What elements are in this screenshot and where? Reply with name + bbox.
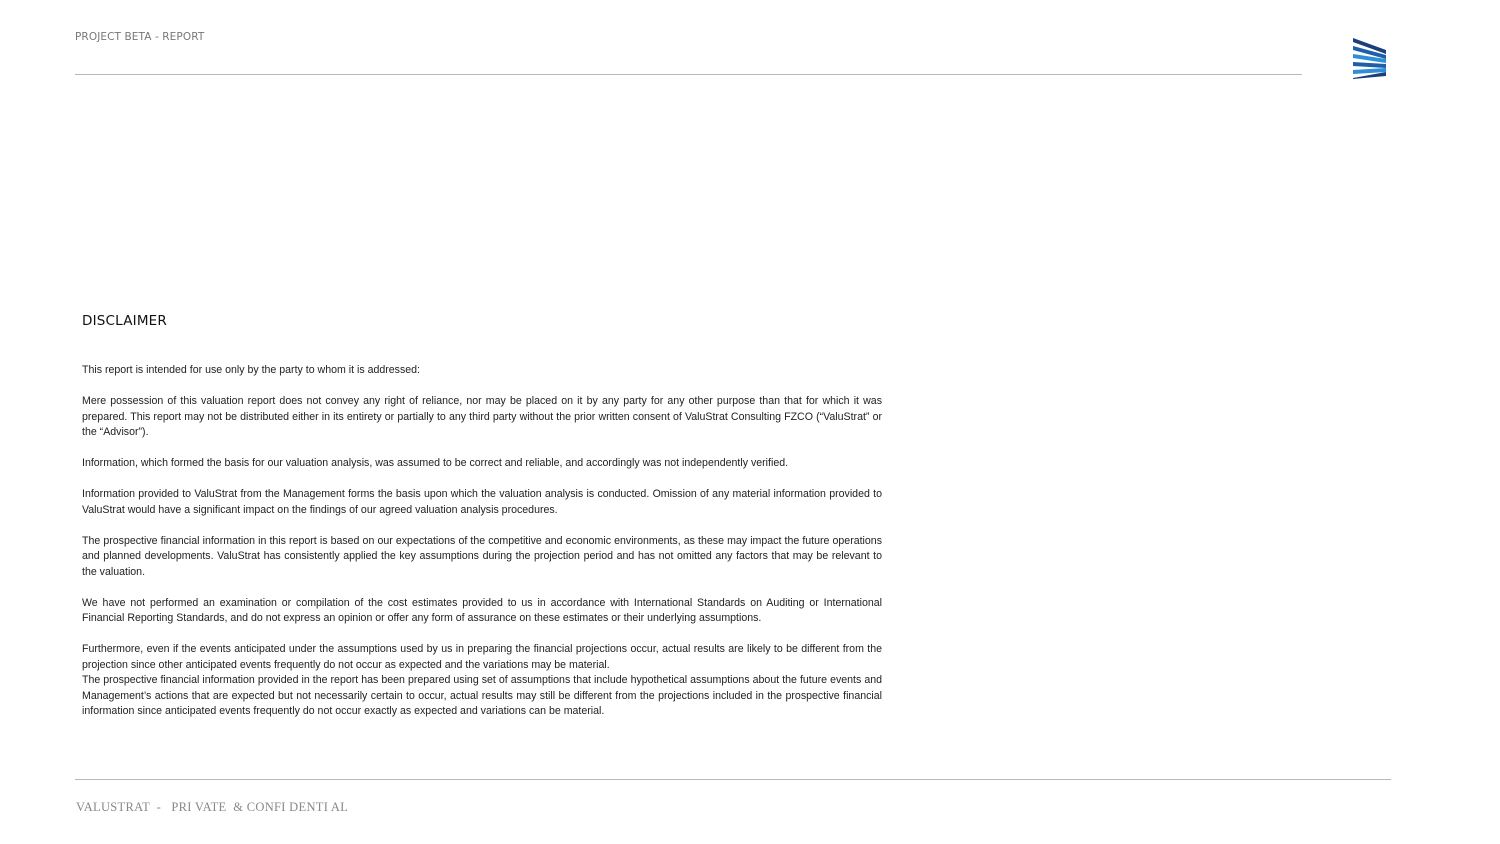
valustrat-chevron-logo-icon: [1350, 37, 1388, 79]
section-title: DISCLAIMER: [82, 313, 167, 329]
disclaimer-paragraph: This report is intended for use only by the party to whom it is addressed:: [82, 364, 420, 376]
disclaimer-paragraph: The prospective financial information provided in the report has been prepared using set of assumptions that include hypothetical assumptions about the future events and Management’s actions that are expected but not necessarily certain to occur, actual results may still be different from the projections included in the prospective financial information since anticipated events frequently do not occur exactly as expected and variations can be material.: [82, 674, 882, 717]
footer-confidential-label: VALUSTRAT - PRI VATE & CONFI DENTI AL: [76, 800, 349, 814]
disclaimer-body: [82, 363, 882, 720]
disclaimer-paragraph: Furthermore, even if the events anticipated under the assumptions used by us in preparing the financial projections occur, actual results are likely to be different from the projection since other anticipated events frequently do not occur as expected and the variations may be material.: [82, 643, 882, 671]
disclaimer-paragraph: Mere possession of this valuation report does not convey any right of reliance, nor may be placed on it by any party for any other purpose than that for which it was prepared. This report may not be distributed either in its entirety or partially to any third party without the prior written consent of ValuStrat Consulting FZCO (“ValuStrat” or the “Advisor”).: [82, 395, 882, 438]
disclaimer-paragraph: We have not performed an examination or compilation of the cost estimates provided to us in accordance with International Standards on Auditing or International Financial Reporting Standards, and do not express an opinion or offer any form of assurance on these estimates or their underlying assumptions.: [82, 596, 882, 624]
disclaimer-paragraph: Information provided to ValuStrat from the Management forms the basis upon which the valuation analysis is conducted. Omission of any material information provided to ValuStrat would have a significant impact on the findings of our agreed valuation analysis procedures.: [82, 488, 882, 516]
disclaimer-paragraph: Information, which formed the basis for our valuation analysis, was assumed to be correct and reliable, and accordingly was not independently verified.: [82, 457, 789, 469]
report-header-title: PROJECT BETA - REPORT: [75, 31, 205, 43]
footer-divider: [75, 779, 1391, 780]
header-divider: [75, 74, 1302, 75]
disclaimer-paragraph: The prospective financial information in this report is based on our expectations of the competitive and economic environments, as these may impact the future operations and planned developments. ValuStrat has consistently applied the key assumptions during the projection period and has not omitted any factors that may be relevant to the valuation.: [82, 534, 882, 578]
